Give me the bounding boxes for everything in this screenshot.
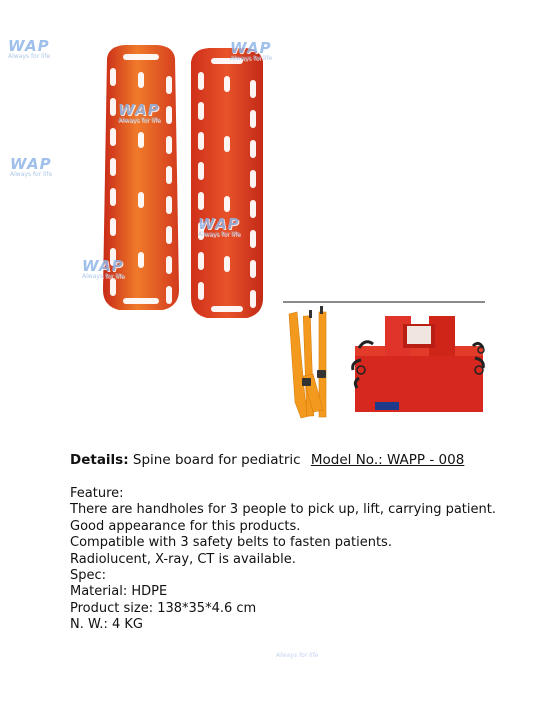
watermark-logo: [118, 100, 160, 124]
details-line: [70, 452, 464, 468]
details-label: Details:: [70, 452, 129, 468]
watermark-logo: [10, 154, 52, 178]
spec-line: There are handholes for 3 people to pick up, lift, carrying patient.: [70, 502, 496, 518]
spec-line: Feature:: [70, 486, 124, 501]
spec-line: Radiolucent, X-ray, CT is available.: [70, 551, 296, 567]
watermark-text: WAP: [230, 39, 272, 57]
spec-line: Material: HDPE: [70, 584, 168, 600]
watermark-logo: [8, 36, 50, 60]
watermark-tagline: Always for life: [10, 171, 53, 178]
model-number: Model No.: WAPP - 008: [310, 452, 465, 468]
watermark-text: WAP: [118, 101, 160, 119]
watermark-logo: [230, 38, 272, 62]
watermark-tagline: Always for life: [8, 53, 51, 60]
watermark-text: WAP: [10, 155, 52, 173]
spec-line: Compatible with 3 safety belts to fasten patients.: [70, 535, 392, 551]
watermark-text: WAP: [8, 37, 50, 55]
footer-watermark: Always for life: [276, 652, 319, 659]
watermark-tagline: Always for life: [230, 55, 273, 62]
spec-line: Spec:: [70, 568, 107, 584]
spec-block: [70, 486, 496, 634]
watermark-tagline: Always for life: [82, 273, 125, 280]
watermark-logo: [82, 256, 124, 280]
watermark-logo: [198, 214, 240, 238]
spec-line: N. W.: 4 KG: [70, 617, 143, 633]
spec-line: Good appearance for this products.: [70, 518, 301, 534]
watermark-text: WAP: [82, 257, 124, 275]
spine-board-photo: [95, 40, 275, 325]
accessories-photo: [283, 298, 488, 428]
watermark-text: WAP: [198, 215, 240, 233]
product-name: Spine board for pediatric: [132, 452, 301, 468]
spec-line: Product size: 138*35*4.6 cm: [70, 600, 257, 616]
watermark-tagline: Always for life: [118, 117, 161, 124]
watermark-tagline: Always for life: [198, 231, 241, 238]
